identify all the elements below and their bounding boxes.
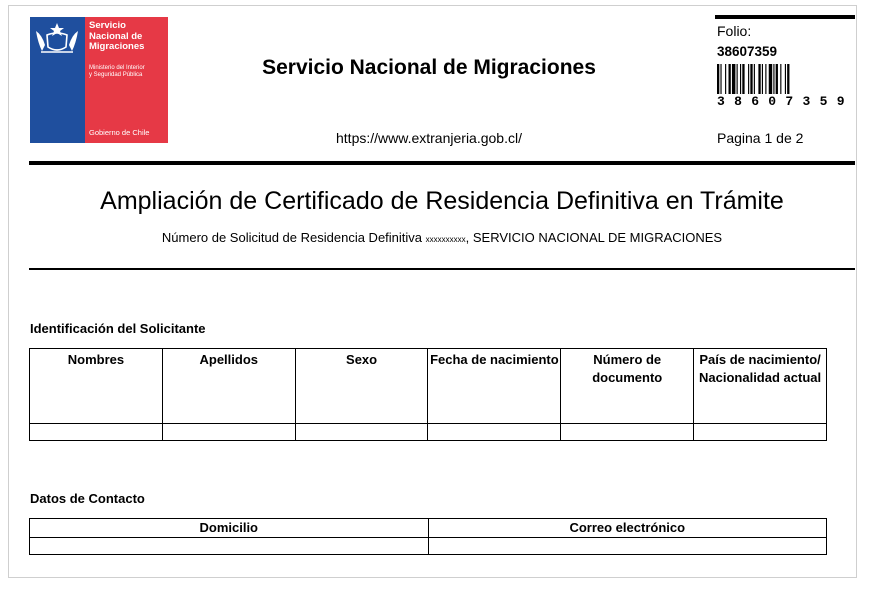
col-nombres: Nombres [30,349,163,424]
document-title: Ampliación de Certificado de Residencia Definitiva en Trámite [100,187,784,215]
table-header-row [30,349,827,424]
request-number: xxxxxxxxxx [425,235,466,244]
barcode-bar [765,64,766,94]
table-header-row [30,519,827,538]
barcode-bar [732,64,735,94]
cell-pais-nacionalidad [694,424,827,441]
col-fecha-nacimiento: Fecha de nacimiento [428,349,561,424]
col-sexo: Sexo [295,349,428,424]
contact-table [29,518,827,555]
logo-ministry: Ministerio del Interior y Seguridad Pública [89,65,145,78]
barcode-bar [720,64,721,94]
table-row [30,538,827,555]
barcode-bar [780,64,781,94]
barcode-bar [729,64,731,94]
document-page [8,5,857,578]
logo-title: Servicio Nacional de Migraciones [89,20,145,52]
government-logo [30,17,168,143]
logo-footer: Gobierno de Chile [89,128,150,137]
cell-fecha-nacimiento [428,424,561,441]
barcode-digits: 38607359 [717,94,854,109]
cell-apellidos [162,424,295,441]
barcode-icon [717,64,851,94]
barcode-bar [740,64,741,94]
page-number: Pagina 1 de 2 [717,130,804,146]
cell-domicilio [30,538,429,555]
barcode-bar [737,64,738,94]
barcode-bar [725,64,726,94]
barcode-bar [762,64,763,94]
folio-number: 38607359 [717,44,778,59]
cell-numero-documento [561,424,694,441]
barcode-bar [769,64,772,94]
contact-section-title: Datos de Contacto [30,491,145,506]
folio-top-bar [715,15,855,19]
website-url: https://www.extranjeria.gob.cl/ [336,130,522,146]
barcode-bar [773,64,774,94]
logo-blue-panel [30,17,85,143]
document-subtitle [29,230,855,245]
barcode-bar [748,64,749,94]
col-pais-nacionalidad: País de nacimiento/ Nacionalidad actual [694,349,827,424]
cell-correo [428,538,827,555]
barcode-bar [787,64,789,94]
title-divider [29,268,855,270]
col-numero-documento: Número de documento [561,349,694,424]
applicant-table [29,348,827,441]
barcode-bar [758,64,760,94]
table-row [30,424,827,441]
barcode-bar [754,64,755,94]
logo-red-panel [85,17,168,143]
col-apellidos: Apellidos [162,349,295,424]
subtitle-suffix: , SERVICIO NACIONAL DE MIGRACIONES [465,230,723,245]
barcode-bar [785,64,786,94]
barcode-bar [717,64,719,94]
applicant-section-title: Identificación del Solicitante [30,321,206,336]
barcode-bar [742,64,744,94]
organization-title: Servicio Nacional de Migraciones [262,56,596,79]
barcode-bar [750,64,752,94]
cell-sexo [295,424,428,441]
col-domicilio: Domicilio [30,519,429,538]
folio-label: Folio: [717,23,752,39]
subtitle-prefix: Número de Solicitud de Residencia Definitiva [161,230,423,245]
barcode-bar [776,64,778,94]
coat-of-arms-icon [33,21,81,55]
header-divider [29,161,855,165]
col-correo: Correo electrónico [428,519,827,538]
cell-nombres [30,424,163,441]
